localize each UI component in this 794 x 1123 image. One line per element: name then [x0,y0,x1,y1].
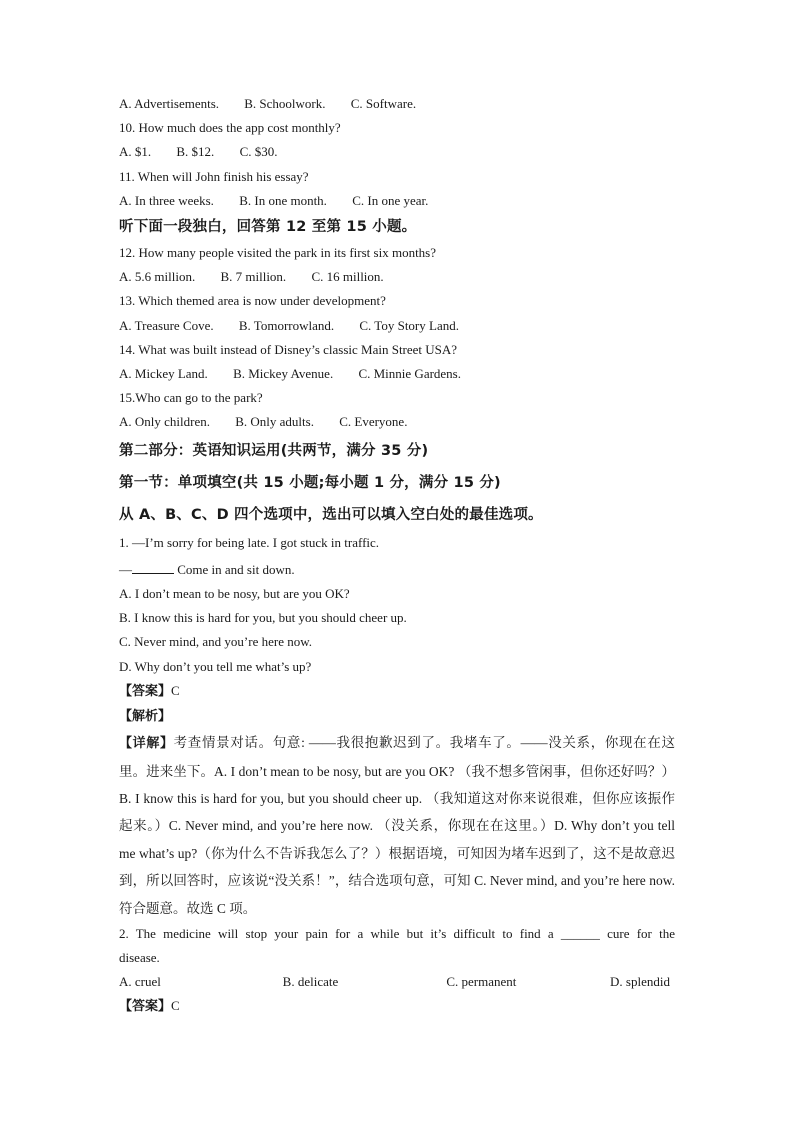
q14-option-b: B. Mickey Avenue. [233,366,334,382]
mc-q1-option-a: A. I don’t mean to be nosy, but are you OK? [119,586,350,602]
q14-options [119,362,675,386]
q13-option-a: A. Treasure Cove. [119,317,214,333]
instruction-heading: 从 A、B、C、D 四个选项中，选出可以填入空白处的最佳选项。 [119,506,543,523]
q13-option-c: C. Toy Story Land. [359,317,459,333]
q9-option-a: A. Advertisements. [119,96,220,111]
q11-option-c: C. In one year. [352,192,429,208]
q15-option-c: C. Everyone. [339,414,408,430]
mc-q1-option-c: C. Never mind, and you’re here now. [119,634,313,650]
q13-text: 13. Which themed area is now under development? [119,293,386,309]
mc-q1-analysis [119,704,675,729]
q12-option-b: B. 7 million. [220,269,287,285]
q15-text: 15.Who can go to the park? [119,390,263,406]
mc-q1-option-d: D. Why don’t you tell me what’s up? [119,658,312,674]
mc-q1-option-b: B. I know this is hard for you, but you should cheer up. [119,610,407,626]
q9-option-b: B. Schoolwork. [244,96,326,111]
answer-value: C [171,998,180,1014]
mc-q2-option-b: B. delicate [282,974,339,990]
mc-q2-options [119,970,670,994]
detail-text: 考查情景对话。句意: ——我很抱歉迟到了。我堵车了。——没关系，你现在在这里。进来坐下。A. I don’t mean to be nosy, but are you OK? （我不想多管闲事，但你还好吗？）B. I know this is hard for you, but you should cheer up. （我知道这对你来说很难，但你应该振作起来。）C. Never mind, and you’re here now. （没关系，你现在在这里。）D. Why don’t you tell me what’s up?（你为什么不告诉我怎么了？）根据语境，可知因为堵车迟到了，这不是故意迟到，所以回答时，应该说“没关系！”，结合选项句意，可知 C. Never mind, and you’re here now.符合题意。故选 C 项。 [119,735,675,916]
q12-option-a: A. 5.6 million. [119,269,196,285]
mc-q2-option-c: C. permanent [446,974,517,990]
q14-text: 14. What was built instead of Disney’s classic Main Street USA? [119,341,458,357]
q9-options [119,92,675,116]
answer-tag: 【答案】 [119,683,172,699]
q14-option-a: A. Mickey Land. [119,366,208,382]
mc-q2-text: 2. The medicine will stop your pain for a while but it’s difficult to find a ______ cure for the disease. [119,926,675,966]
q15-options [119,410,675,434]
q10-option-a: A. $1. [119,144,152,160]
mc-q1-detail [119,729,675,922]
q11-text: 11. When will John finish his essay? [119,168,309,184]
answer-tag: 【答案】 [119,999,172,1015]
document-page [119,92,675,1020]
section-one-heading: 第一节：单项填空(共 15 小题;每小题 1 分，满分 15 分) [119,474,501,491]
q13-options [119,314,675,338]
q12-option-c: C. 16 million. [311,269,384,285]
answer-value: C [171,682,180,698]
q10-options [119,140,675,164]
q13-option-b: B. Tomorrowland. [238,317,335,333]
mc-q2-option-a: A. cruel [119,974,161,990]
q10-text: 10. How much does the app cost monthly? [119,120,341,136]
mc-q1-line2-text: Come in and sit down. [174,561,295,577]
mc-q1-blank [132,561,174,574]
monologue-heading: 听下面一段独白，回答第 12 至第 15 小题。 [119,219,417,236]
mc-q1-line1: 1. —I’m sorry for being late. I got stuck in traffic. [119,534,380,550]
q15-option-b: B. Only adults. [235,414,314,430]
analysis-tag: 【解析】 [119,709,172,725]
q15-option-a: A. Only children. [119,414,210,430]
detail-tag: 【详解】 [119,736,174,752]
mc-q1-dash: — [119,561,132,577]
mc-q1-answer [119,679,675,704]
q10-option-b: B. $12. [176,144,215,160]
q9-option-c: C. Software. [350,96,417,111]
q12-options [119,265,675,289]
q11-options [119,189,675,213]
part-two-heading: 第二部分：英语知识运用(共两节，满分 35 分) [119,442,429,459]
q14-option-c: C. Minnie Gardens. [358,366,461,382]
q11-option-a: A. In three weeks. [119,192,214,208]
q10-option-c: C. $30. [239,144,278,160]
q11-option-b: B. In one month. [239,192,327,208]
mc-q2-option-d: D. splendid [610,974,670,990]
mc-q2-answer [119,994,675,1019]
mc-q1-line2 [119,558,675,582]
q12-text: 12. How many people visited the park in its first six months? [119,245,437,261]
